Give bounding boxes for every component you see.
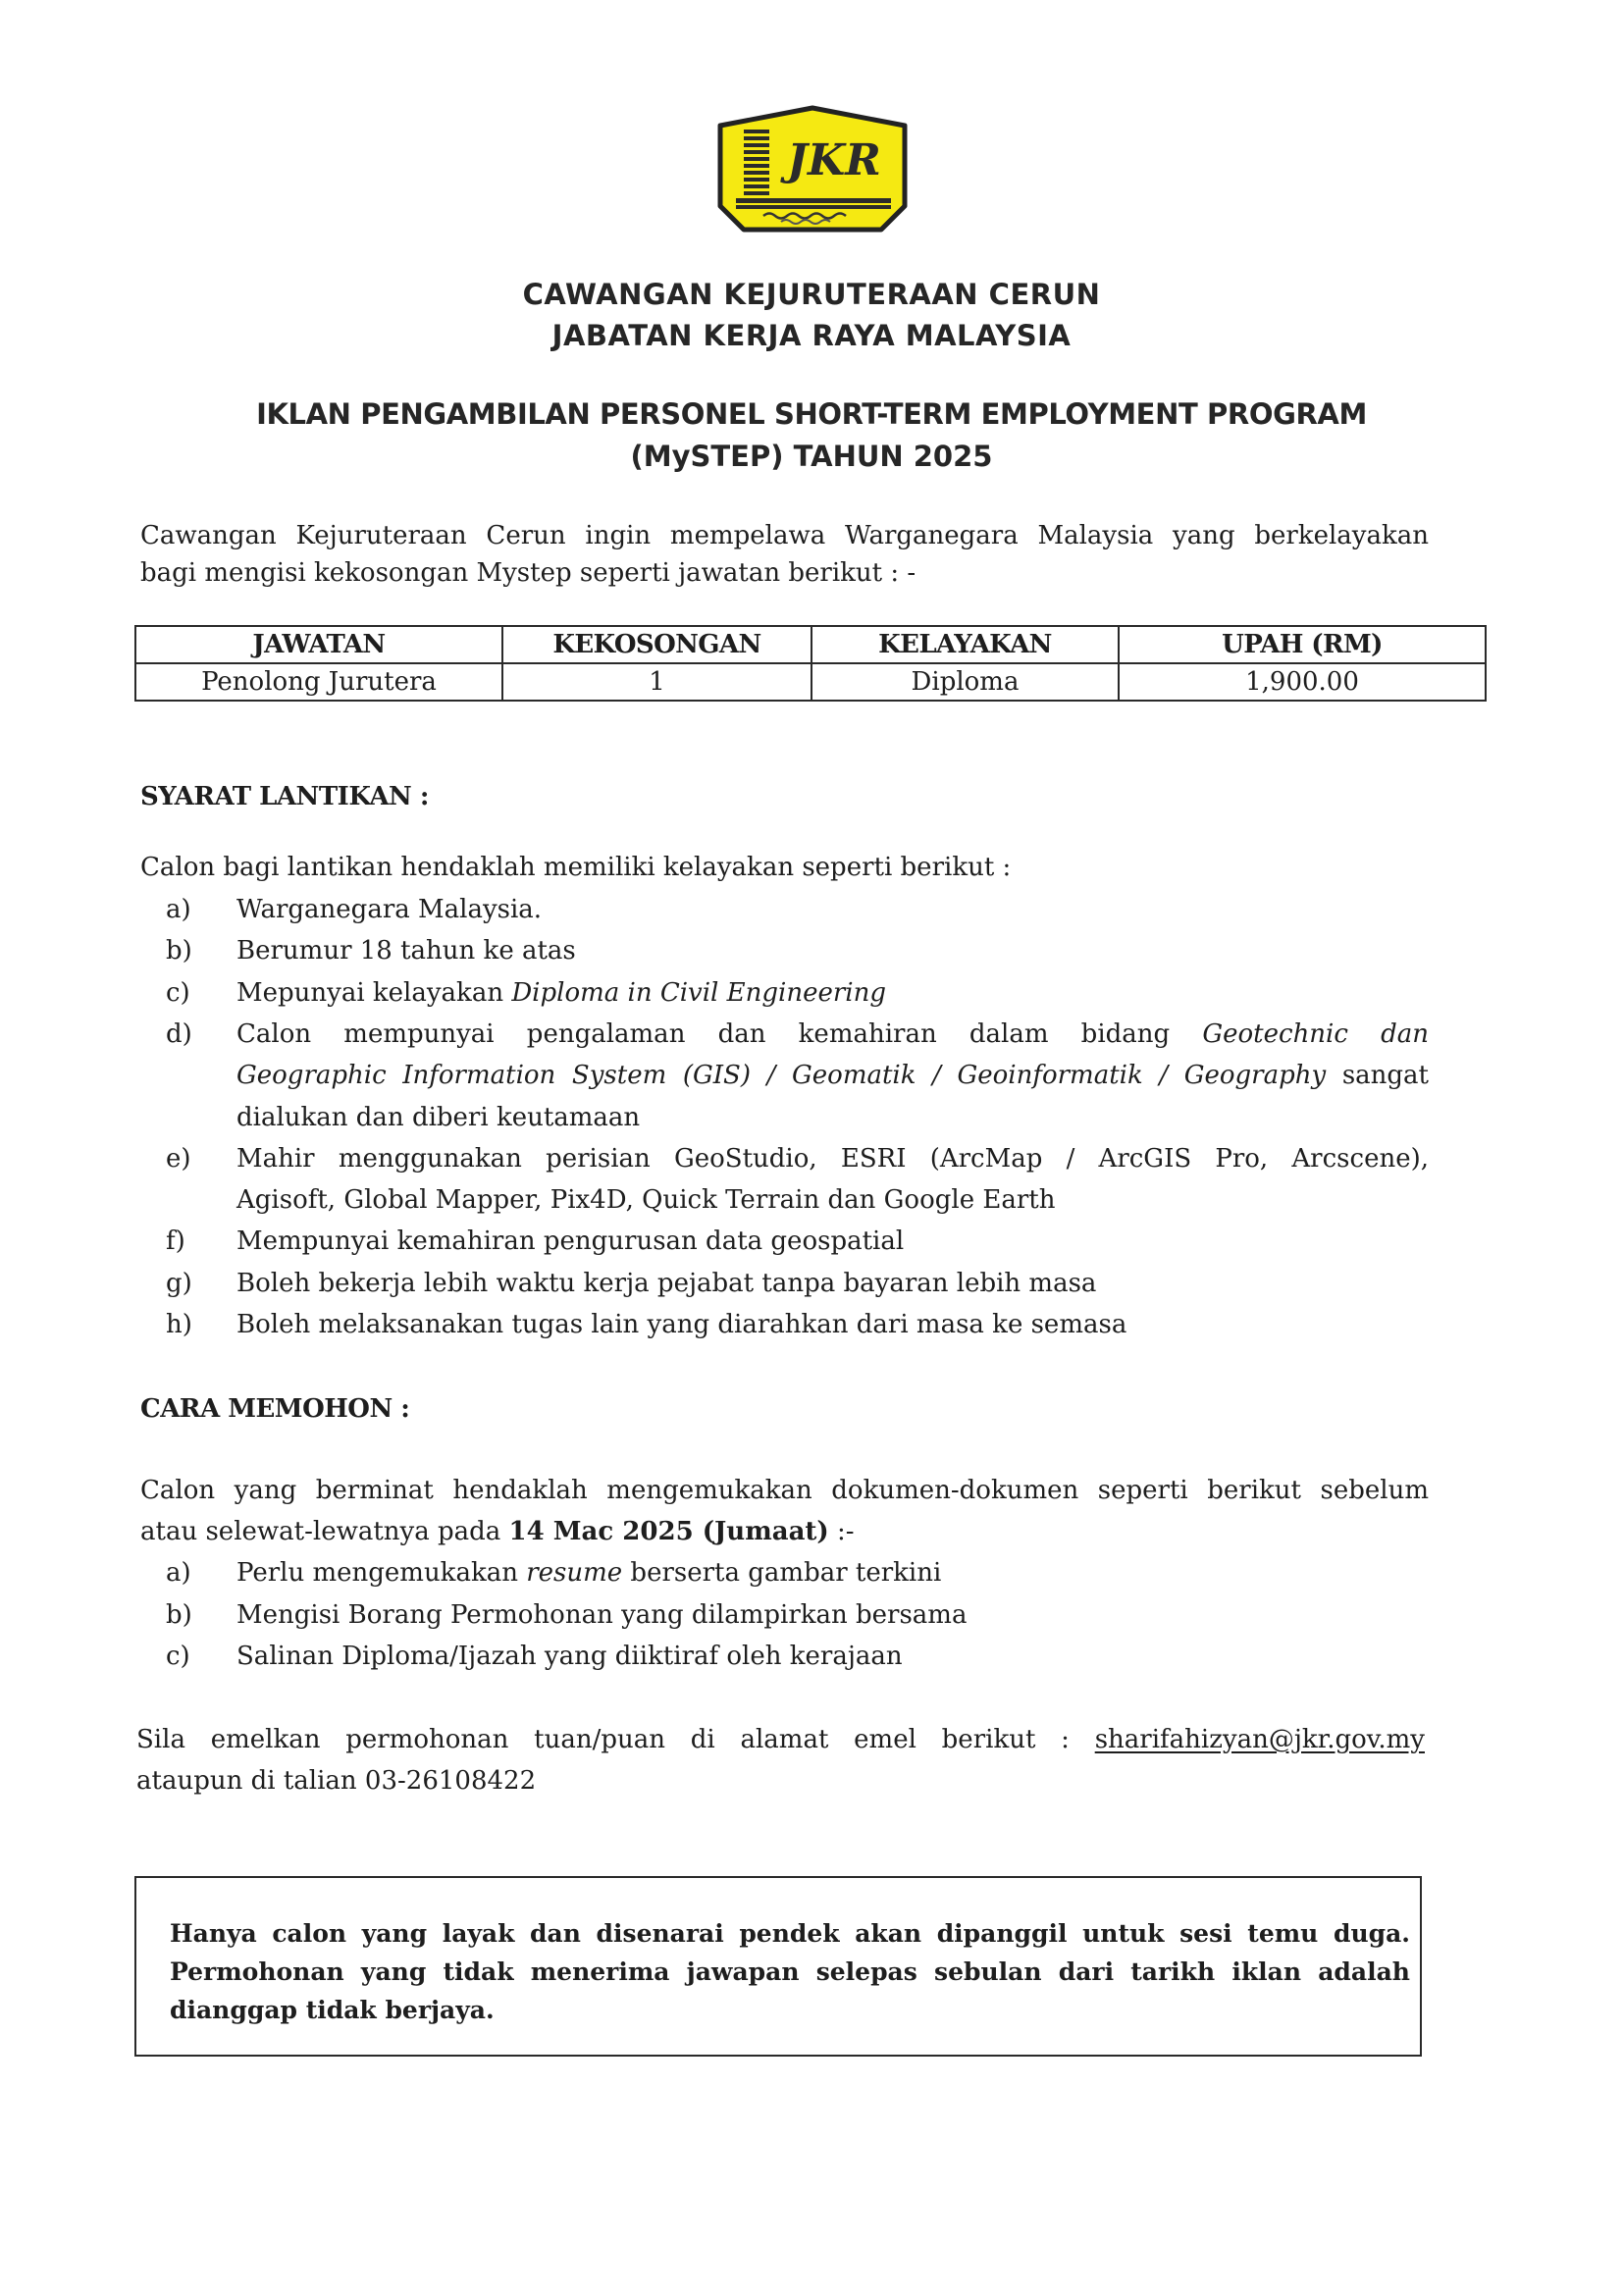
application-lead-line-1: Calon yang berminat hendaklah mengemukakan dokumen-dokumen seperti berikut sebelum — [140, 1476, 1429, 1505]
cell-jawatan: Penolong Jurutera — [135, 663, 502, 701]
advert-title: IKLAN PENGAMBILAN PERSONEL SHORT-TERM EMPLOYMENT PROGRAM — [256, 397, 1367, 431]
requirement-item: Calon mempunyai pengalaman dan kemahiran dalam bidang Geotechnic dan — [236, 1018, 1429, 1049]
application-heading: CARA MEMOHON : — [140, 1394, 410, 1424]
application-document-item: Mengisi Borang Permohonan yang dilampirkan bersama — [236, 1599, 968, 1630]
advert-title-year: (MySTEP) TAHUN 2025 — [630, 440, 993, 473]
column-header-kelayakan: KELAYAKAN — [812, 626, 1119, 663]
list-item-letter: f) — [166, 1226, 185, 1257]
application-document-item: Perlu mengemukakan resume berserta gambar terkini — [236, 1558, 942, 1588]
contact-line-1: Sila emelkan permohonan tuan/puan di alamat emel berikut : sharifahizyan@jkr.gov.my — [136, 1725, 1425, 1754]
requirement-item: Boleh melaksanakan tugas lain yang diarahkan dari masa ke semasa — [236, 1310, 1127, 1339]
requirement-item: Warganegara Malaysia. — [236, 895, 543, 924]
list-item-letter: a) — [166, 895, 191, 924]
column-header-upah: UPAH (RM) — [1119, 626, 1486, 663]
application-document-item: Salinan Diploma/Ijazah yang diiktiraf oleh kerajaan — [236, 1642, 903, 1671]
requirement-item: Berumur 18 tahun ke atas — [236, 936, 576, 966]
department-name: CAWANGAN KEJURUTERAAN CERUN — [522, 278, 1101, 311]
list-item-letter: d) — [166, 1018, 192, 1049]
vacancy-table — [134, 625, 1487, 702]
notice-line-3: dianggap tidak berjaya. — [170, 1996, 495, 2024]
list-item-letter: c) — [166, 977, 190, 1008]
cell-kekosongan: 1 — [502, 663, 812, 701]
requirement-item: Mahir menggunakan perisian GeoStudio, ESRI (ArcMap / ArcGIS Pro, Arcscene), — [236, 1143, 1429, 1174]
list-item-letter: g) — [166, 1268, 192, 1298]
cell-kelayakan: Diploma — [812, 663, 1119, 701]
intro-line-1: Cawangan Kejuruteraan Cerun ingin mempelawa Warganegara Malaysia yang berkelayakan — [140, 521, 1429, 550]
contact-phone-line: ataupun di talian 03-26108422 — [136, 1766, 537, 1796]
intro-line-2: bagi mengisi kekosongan Mystep seperti jawatan berikut : - — [140, 558, 916, 588]
requirements-heading: SYARAT LANTIKAN : — [140, 782, 429, 811]
jkr-logo-icon — [712, 104, 913, 235]
list-item-letter: a) — [166, 1558, 191, 1588]
cell-upah: 1,900.00 — [1119, 663, 1486, 701]
requirement-item: Geographic Information System (GIS) / Geomatik / Geoinformatik / Geography sangat — [236, 1061, 1430, 1091]
notice-line-2: Permohonan yang tidak menerima jawapan selepas sebulan dari tarikh iklan adalah — [170, 1957, 1410, 1986]
requirements-lead: Calon bagi lantikan hendaklah memiliki kelayakan seperti berikut : — [140, 853, 1012, 882]
agency-name: JABATAN KERJA RAYA MALAYSIA — [551, 319, 1072, 352]
column-header-jawatan: JAWATAN — [135, 626, 502, 663]
notice-line-1: Hanya calon yang layak dan disenarai pendek akan dipanggil untuk sesi temu duga. — [170, 1919, 1410, 1948]
requirement-item: dialukan dan diberi keutamaan — [236, 1102, 641, 1132]
deadline-date: 14 Mac 2025 (Jumaat) — [508, 1517, 829, 1546]
application-lead-line-2: atau selewat-lewatnya pada 14 Mac 2025 (Jumaat) :- — [140, 1517, 855, 1546]
email-link[interactable]: sharifahizyan@jkr.gov.my — [1094, 1725, 1425, 1754]
requirement-item: Boleh bekerja lebih waktu kerja pejabat tanpa bayaran lebih masa — [236, 1268, 1097, 1298]
list-item-letter: h) — [166, 1310, 192, 1339]
list-item-letter: b) — [166, 1599, 192, 1630]
table-row — [135, 663, 1486, 701]
column-header-kekosongan: KEKOSONGAN — [502, 626, 812, 663]
table-header-row — [135, 626, 1486, 663]
svg-text:JKR: JKR — [787, 135, 881, 185]
list-item-letter: e) — [166, 1143, 191, 1174]
requirement-item: Mepunyai kelayakan Diploma in Civil Engineering — [236, 977, 886, 1008]
requirement-item: Mempunyai kemahiran pengurusan data geospatial — [236, 1226, 905, 1257]
list-item-letter: b) — [166, 936, 192, 966]
list-item-letter: c) — [166, 1642, 190, 1671]
requirement-item: Agisoft, Global Mapper, Pix4D, Quick Terrain dan Google Earth — [236, 1185, 1056, 1216]
